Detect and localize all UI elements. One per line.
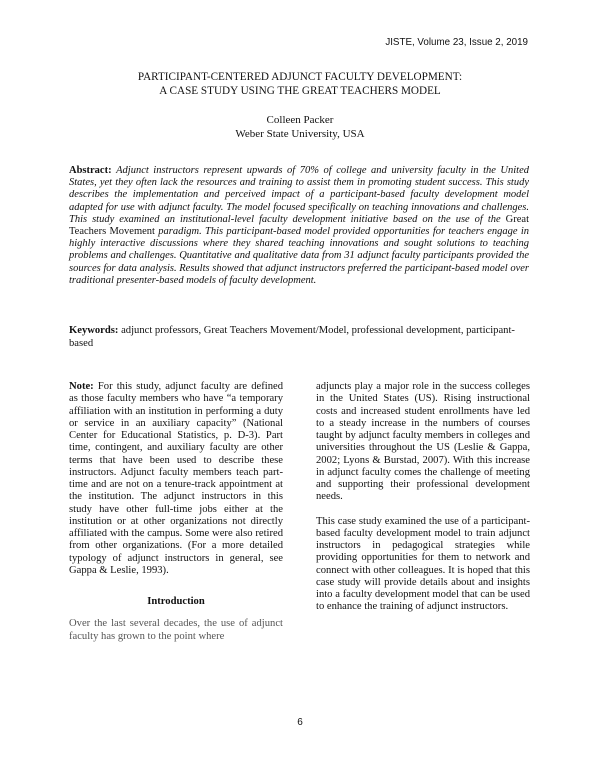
- note-paragraph: [69, 381, 283, 577]
- right-paragraph-2: This case study examined the use of a participant-based faculty development model to train adjunct instructors in pedagogical strategies while providing opportunities for them to network and connect with other colleagues. It is hoped that this case study will provide details about and insights into a faculty development model that can be used to enhance the training of adjunct instructors.: [316, 515, 530, 613]
- author-name: Colleen Packer: [266, 114, 334, 126]
- right-column: [316, 381, 530, 614]
- abstract-text-part1: Adjunct instructors represent upwards of 70% of college and university faculty in the United States, yet they often lack the resources and training to assist them in promoting student success. This study describes the implementation and perceived impact of a participant-based faculty development model adapted for use with adjunct faculty. The model focused specifically on teaching innovations and challenges. This study examined an institutional-level faculty development initiative based on the use of the: [69, 165, 529, 225]
- right-paragraph-1: adjuncts play a major role in the success colleges in the United States (US). Rising instructional costs and increased student enrollments have led to a steady increase in the numbers of courses taught by adjunct faculty members in colleges and universities throughout the US (Leslie & Gappa, 2002; Lyons & Burstad, 2007). With this increase in adjunct faculty comes the challenge of meeting and supporting their professional development needs.: [316, 381, 530, 503]
- note-text: For this study, adjunct faculty are defined as those faculty members who have “a temporary affiliation with an institution in performing a duty or service in an auxiliary capacity” (National Center for Educational Statistics, p. D-3). Part time, contingent, and auxiliary faculty are other terms that have been used to describe these instructors. Adjunct faculty members teach part-time and are not on a tenure-track appointment at the institution. The adjunct instructors in this study have other full-time jobs either at the institution or at other organizations not directly affiliated with the campus. Some were also retired from other organizations. (For a more detailed typology of adjunct instructors in general, see Gappa & Leslie, 1993).: [69, 381, 283, 576]
- abstract-text-part2: paradigm. This participant-based model provided opportunities for teachers engage in highly interactive discussions where they shared teaching innovations and sought solutions to teaching problems and challenges. Quantitative and qualitative data from 31 adjunct faculty participants provided the sources for data analysis. Results showed that adjunct instructors preferred the participant-based model over traditional presenter-based models of faculty development.: [69, 226, 530, 286]
- author-block: [0, 114, 600, 141]
- keywords-label: Keywords:: [69, 325, 119, 336]
- abstract: [69, 165, 529, 287]
- note-label: Note:: [69, 381, 94, 392]
- keywords-text: adjunct professors, Great Teachers Movement/Model, professional development, participant-based: [69, 325, 515, 349]
- title-line-2: A CASE STUDY USING THE GREAT TEACHERS MODEL: [159, 85, 441, 97]
- paper-title: [0, 70, 600, 98]
- abstract-text-roman: Great Teachers Movement: [69, 213, 529, 238]
- introduction-heading: Introduction: [147, 596, 205, 607]
- intro-paragraph: Over the last several decades, the use of adjunct faculty has grown to the point where: [69, 618, 283, 642]
- title-line-1: PARTICIPANT-CENTERED ADJUNCT FACULTY DEVELOPMENT:: [137, 71, 463, 83]
- keywords: [69, 325, 529, 351]
- abstract-label: Abstract:: [69, 165, 112, 176]
- journal-header: JISTE, Volume 23, Issue 2, 2019: [385, 37, 528, 48]
- author-affiliation: Weber State University, USA: [235, 127, 365, 140]
- page-number: 6: [297, 717, 303, 728]
- left-column: [69, 381, 283, 643]
- paragraph-gap: [316, 504, 530, 516]
